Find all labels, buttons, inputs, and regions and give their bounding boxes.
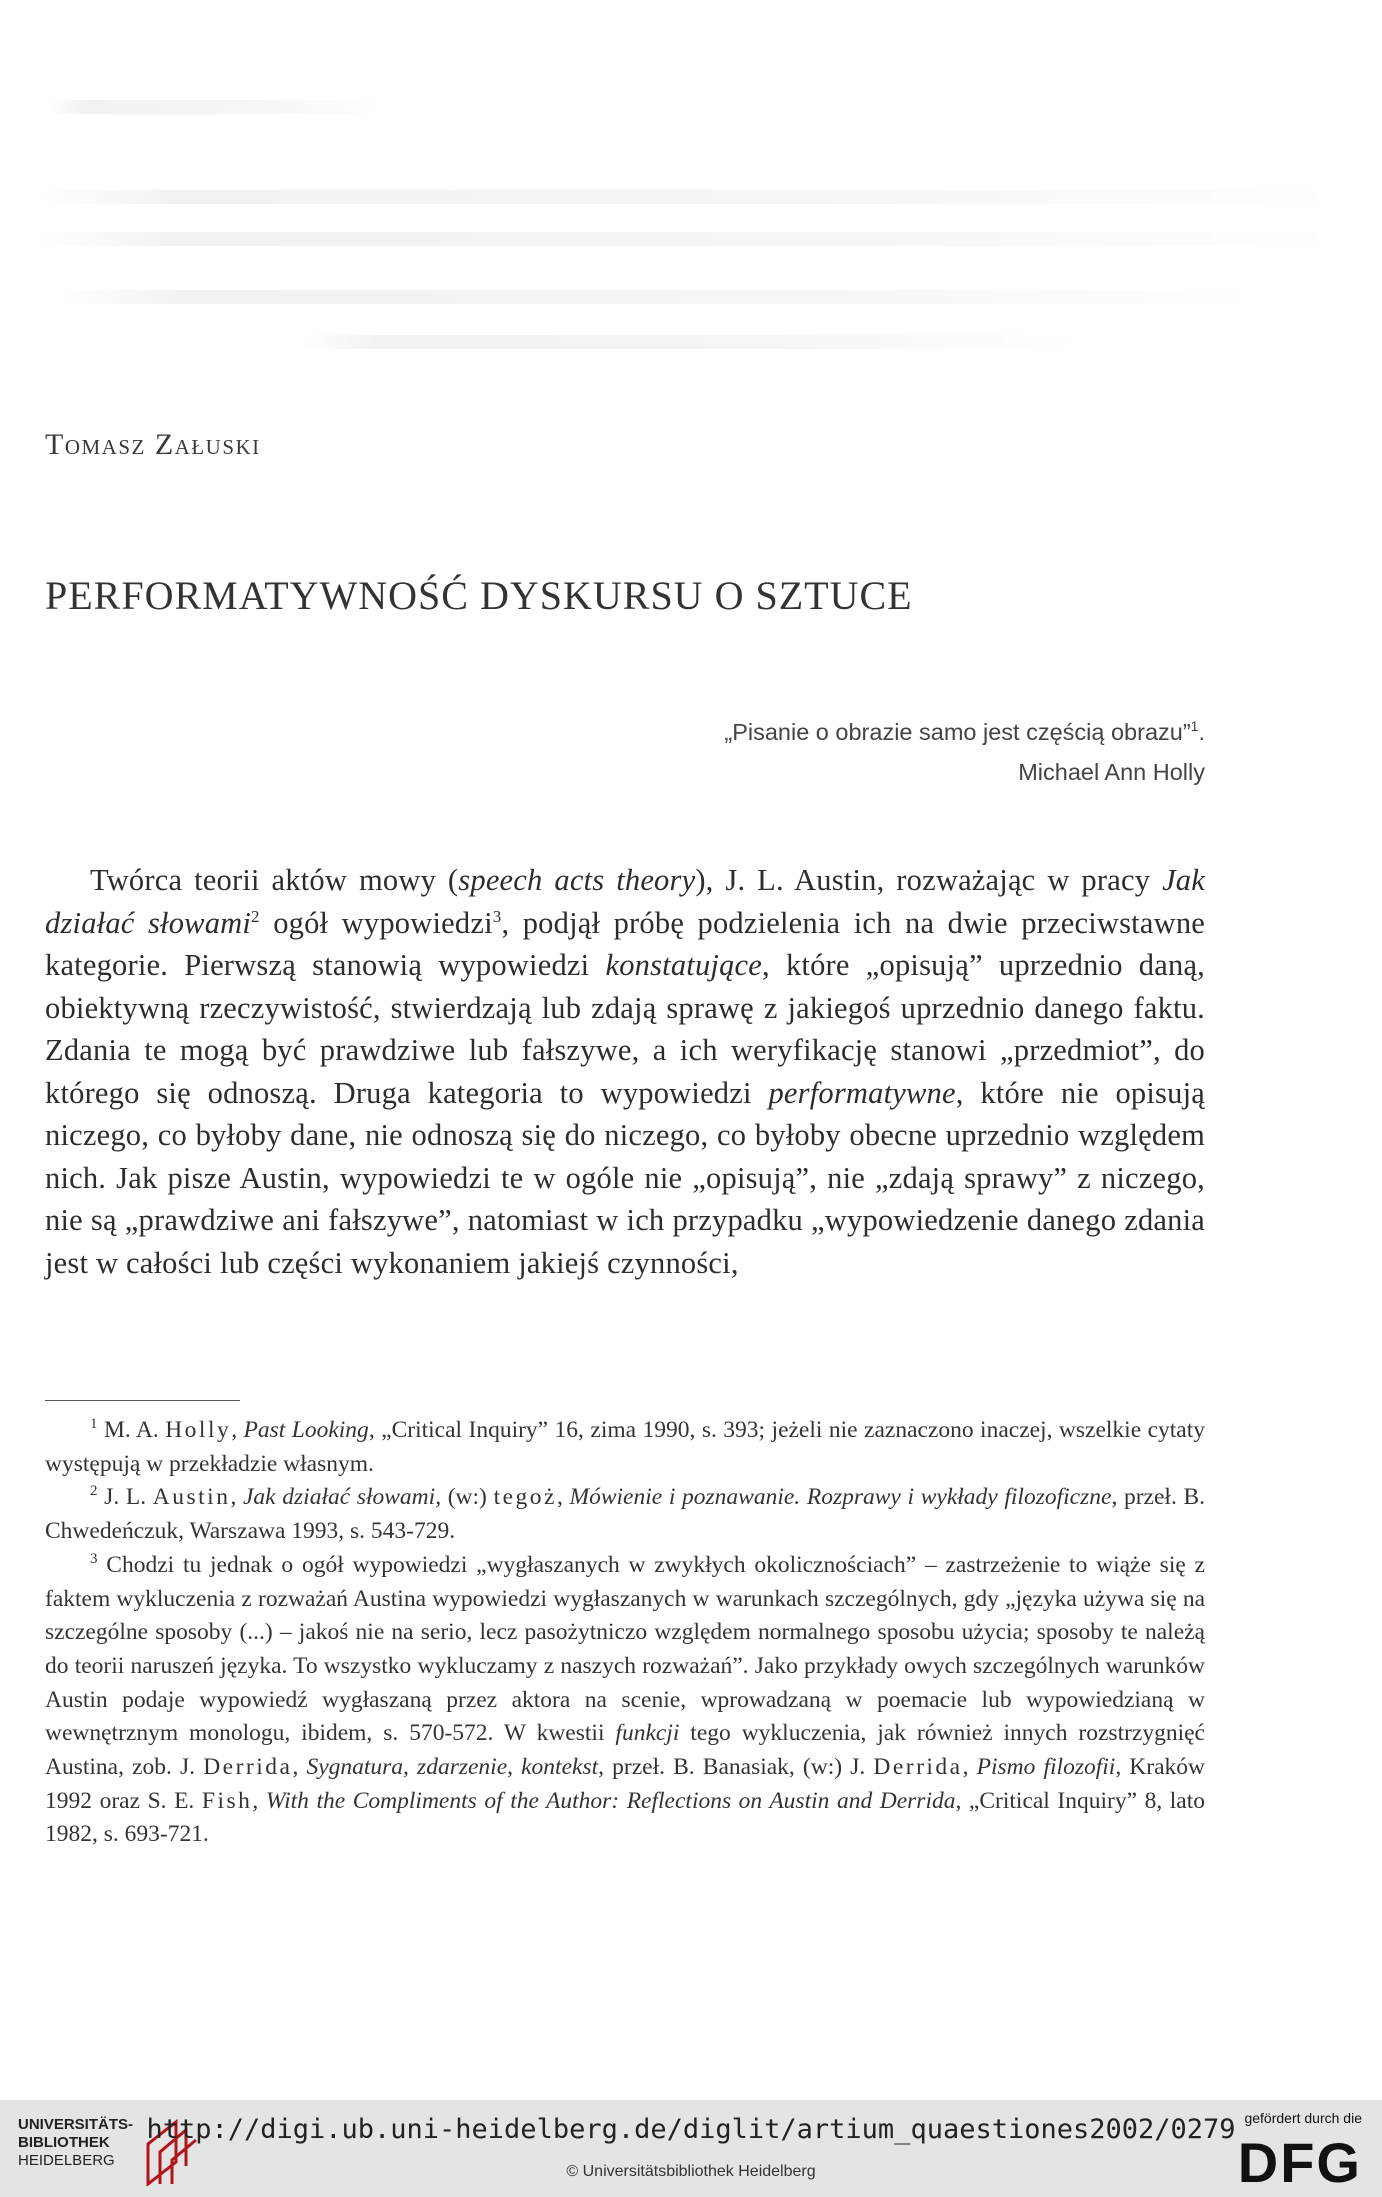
text-run: , przeł. B. Banasiak, (w:) J. [598,1754,874,1781]
footnote-number: 3 [90,1550,98,1567]
footnote-separator [45,1400,240,1401]
library-name-line: BIBLIOTHEK [18,2134,110,2151]
body-paragraph [45,859,1205,1284]
text-run: ), J. L. Austin, rozważając w pracy [695,863,1163,897]
italic-run: Past Looking [243,1417,369,1443]
italic-run: Jak działać słowami [45,863,1205,940]
article-title: PERFORMATYWNOŚĆ DYSKURSU O SZTUCE [45,573,913,618]
italic-run: Sygnatura, zdarzenie, kontekst [306,1754,599,1781]
text-run: , „Critical Inquiry” 16, zima 1990, s. 393; jeżeli nie zaznaczono inaczej, wszelkie cytaty występują w przekładzie własnym. [45,1417,1206,1477]
epigraph-attribution: Michael Ann Holly [1018,758,1205,785]
text-run: , [962,1754,977,1781]
italic-run: konstatujące [605,948,763,982]
spaced-name: Derrida [203,1754,293,1781]
spaced-name: Fish [201,1787,253,1814]
text-run: , [556,1484,570,1511]
italic-run: Jak działać słowami [243,1484,436,1511]
bleed-through-line [40,190,1342,204]
text-run: M. A. [97,1417,166,1443]
dfg-wordmark: DFG [1237,2131,1362,2194]
bleed-through-line [50,100,382,114]
spaced-name: Derrida [873,1754,963,1781]
text-run: , które „opisują” uprzednio daną, obiektywną rzeczywistość, stwierdzają lub zdają sprawę z jakiegoś uprzednio danego faktu. Zdania te mogą być prawdziwe lub fałszywe, a ich weryfikację stanowi „przedmiot”, do którego się odnoszą. Druga kategoria to wypowiedzi [45,948,1206,1110]
copyright-notice: © Universitätsbibliothek Heidelberg [566,2163,816,2180]
text-run: J. L. [97,1484,153,1511]
text-run: , Kraków 1992 oraz S. E. [45,1754,1206,1814]
digitization-footer [0,2100,1382,2197]
footnote-2 [45,1481,1205,1548]
bleed-through-line [40,232,1342,246]
italic-run: speech acts theory [458,863,696,897]
spaced-name: tegoż [493,1484,557,1511]
spaced-name: Holly [165,1417,232,1443]
epigraph [724,706,1205,792]
bleed-through-line [60,290,1262,304]
text-run: , [292,1754,307,1781]
funded-by-label: gefördert durch die [1244,2110,1362,2126]
library-name-line: UNIVERSITÄTS- [18,2116,134,2133]
footnote-3 [45,1549,1205,1852]
permalink-url[interactable]: http://digi.ub.uni-heidelberg.de/diglit/artium_quaestiones2002/0279 [146,2114,1236,2145]
footnote-ref[interactable]: 1 [1190,718,1199,734]
footnotes [45,1414,1205,1852]
text-run: Twórca teorii aktów mowy ( [90,863,459,897]
bleed-through-line [300,335,1082,349]
text-run: , [230,1484,243,1511]
text-run: , przeł. B. Chwedeńczuk, Warszawa 1993, s. 543-729. [45,1484,1206,1545]
text-run: , „Critical Inquiry” 8, lato 1982, s. 693-721. [45,1787,1205,1848]
text-run: , które nie opisują niczego, co byłoby dane, nie odnoszą się do niczego, co byłoby obecne uprzednio względem nich. Jak pisze Austin, wypowiedzi te w ogóle nie „opisują”, nie „zdają sprawy” z niczego, nie są „prawdziwe ani fałszywe”, natomiast w ich przypadku „wypowiedzenie danego zdania jest w całości lub części wykonaniem jakiejś czynności, [45,1075,1205,1280]
dfg-logo[interactable] [1222,2110,1362,2194]
epigraph-suffix: . [1198,718,1205,745]
text-run: , [252,1787,266,1814]
library-name-line: HEIDELBERG [18,2152,115,2169]
footnote-number: 1 [90,1416,98,1433]
italic-run: Pismo filozofii [976,1754,1116,1781]
text-run: ogół wypowiedzi [259,905,493,940]
epigraph-quote-line [724,706,1205,752]
footnote-number: 2 [90,1483,98,1500]
italic-run: funkcji [615,1720,680,1747]
italic-run: With the Compliments of the Author: Reflections on Austin and Derrida [265,1787,956,1814]
text-run: Chodzi tu jednak o ogół wypowiedzi „wygłaszanych w zwykłych okolicznościach” – zastrzeżenie to wiąże się z faktem wykluczenia z rozważań Austina wypowiedzi wygłaszanych w warunkach szczególnych, gdy „języka używa się na szczególne sposoby (...) – jakoś nie na serio, lecz pasożytniczo względem normalnego sposobu użycia; sposoby te należą do teorii naruszeń języka. To wszystko wykluczamy z naszych rozważań”. Jako przykłady owych szczególnych warunków Austin podaje wypowiedź wygłaszaną przez aktora na scenie, wprowadzaną w poemacie lub wypowiedzianą w wewnętrznym monologu, ibidem, s. 570-572. W kwestii [45,1551,1205,1747]
text-run: tego wykluczenia, jak również innych rozstrzygnięć Austina, zob. J. [45,1720,1205,1781]
spaced-name: Austin [152,1484,231,1511]
italic-run: performatywne [768,1075,956,1110]
epigraph-quote: „Pisanie o obrazie samo jest częścią obrazu” [724,718,1191,745]
text-run: , podjął próbę podzielenia ich na dwie przeciwstawne kategorie. Pierwszą stanowią wypowiedzi [45,905,1206,982]
text-run: , [231,1417,244,1443]
text-run: , (w:) [435,1484,494,1511]
footnote-1 [45,1414,1205,1481]
author-name: Tomasz Załuski [45,428,261,461]
italic-run: Mówienie i poznawanie. Rozprawy i wykłady filozoficzne [569,1484,1112,1511]
footnote-ref[interactable]: 2 [251,906,260,926]
footnote-ref[interactable]: 3 [492,906,502,926]
